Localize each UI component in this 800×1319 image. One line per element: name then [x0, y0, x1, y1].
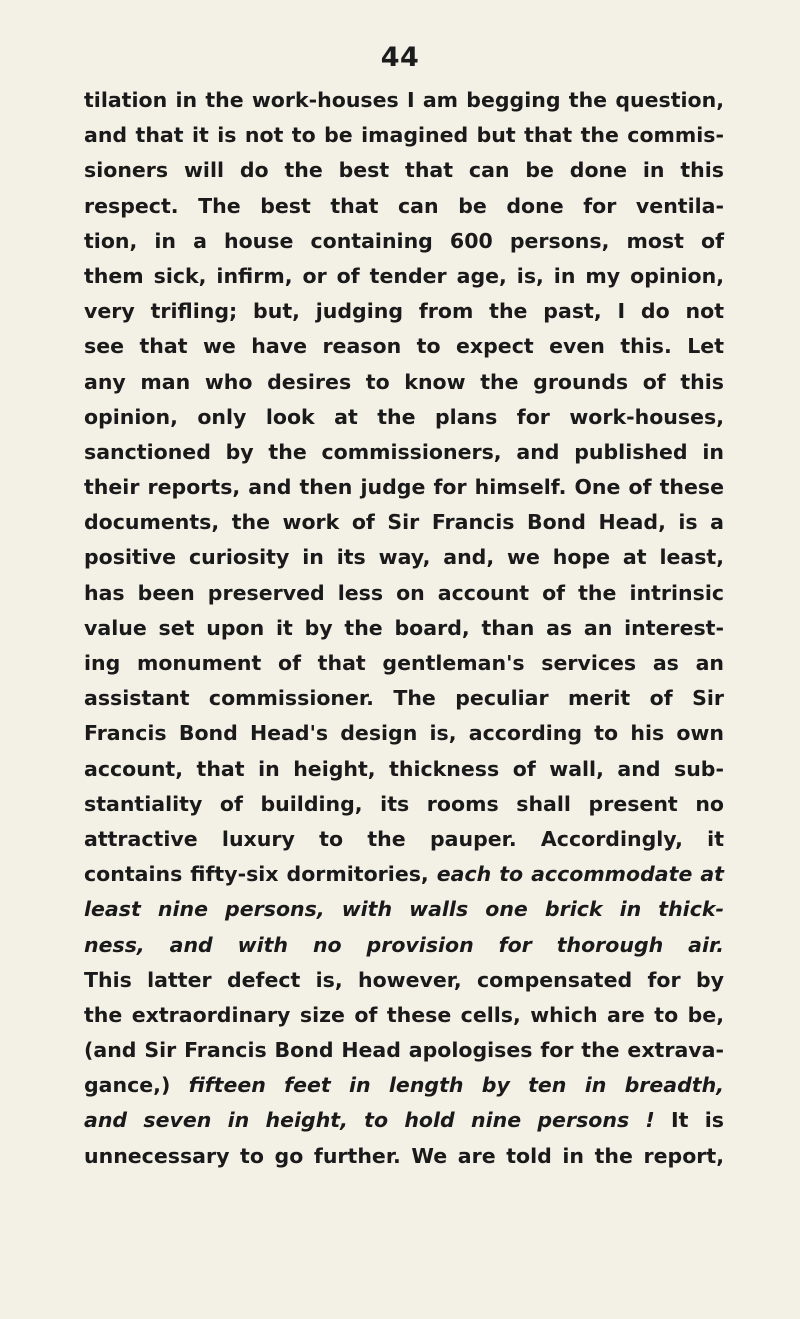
- text-run: has been preserved less on account of the intrinsic: [84, 580, 724, 605]
- text-line: [84, 1068, 724, 1103]
- italic-text-run: least nine persons, with walls one brick in thick-: [84, 897, 724, 922]
- text-run: Francis Bond Head's design is, according to his own: [84, 721, 724, 746]
- text-line: [84, 435, 724, 470]
- text-run: ing monument of that gentleman's services as an: [84, 651, 724, 675]
- text-line: [84, 189, 724, 224]
- text-run: (and Sir Francis Bond Head apologises for the extrava-: [84, 1038, 724, 1063]
- text-line: [84, 1139, 724, 1174]
- text-run: and that it is not to be imagined but that the commis-: [84, 123, 724, 148]
- text-line: [84, 998, 724, 1033]
- text-run: tion, in a house containing 600 persons, most of: [84, 228, 724, 253]
- text-run: them sick, infirm, or of tender age, is, in my opinion,: [84, 263, 724, 288]
- text-line: [84, 681, 724, 716]
- text-run: contains fifty-six dormitories,: [84, 862, 437, 887]
- text-line: [84, 540, 724, 575]
- text-run: tilation in the work-houses I am begging the question,: [84, 88, 724, 112]
- text-line: [84, 365, 724, 400]
- text-line: [84, 83, 724, 118]
- text-run: positive curiosity in its way, and, we hope at least,: [84, 545, 724, 570]
- text-line: [84, 963, 724, 998]
- text-line: [84, 153, 724, 188]
- text-run: respect. The best that can be done for ventila-: [84, 193, 724, 218]
- italic-text-run: each to accommodate at: [436, 862, 724, 887]
- text-line: [84, 576, 724, 611]
- italic-text-run: fifteen feet in length by ten in breadth,: [188, 1073, 724, 1098]
- text-run: attractive luxury to the pauper. Accordingly, it: [84, 826, 724, 851]
- text-run: the extraordinary size of these cells, which are to be,: [84, 1002, 724, 1027]
- text-line: [84, 716, 724, 751]
- text-run: This latter defect is, however, compensated for by: [84, 967, 724, 992]
- text-run: opinion, only look at the plans for work-houses,: [84, 404, 724, 429]
- text-run: sanctioned by the commissioners, and published in: [84, 439, 724, 464]
- text-line: [84, 1033, 724, 1068]
- text-line: [84, 329, 724, 364]
- text-run: value set upon it by the board, than as an interest-: [84, 615, 724, 640]
- text-line: [84, 787, 724, 822]
- text-line: [84, 822, 724, 857]
- text-run: unnecessary to go further. We are told in the report,: [84, 1143, 724, 1168]
- text-run: assistant commissioner. The peculiar merit of Sir: [84, 686, 724, 711]
- text-line: [84, 400, 724, 435]
- text-line: [84, 224, 724, 259]
- text-line: [84, 928, 724, 963]
- text-line: [84, 259, 724, 294]
- italic-text-run: ness, and with no provision for thorough air.: [84, 932, 724, 957]
- text-run: their reports, and then judge for himself. One of these: [84, 475, 724, 500]
- text-run: stantiality of building, its rooms shall present no: [84, 791, 724, 816]
- body-text: [84, 83, 724, 1174]
- text-run: gance,): [84, 1073, 189, 1098]
- text-run: It is: [654, 1108, 724, 1133]
- text-line: [84, 505, 724, 540]
- text-line: [84, 294, 724, 329]
- text-line: [84, 1103, 724, 1138]
- text-line: [84, 118, 724, 153]
- text-line: [84, 646, 724, 681]
- text-run: documents, the work of Sir Francis Bond Head, is a: [84, 510, 724, 535]
- text-line: [84, 752, 724, 787]
- text-run: any man who desires to know the grounds of this: [84, 369, 724, 394]
- text-run: account, that in height, thickness of wall, and sub-: [84, 756, 724, 781]
- text-line: [84, 892, 724, 927]
- page-number: 44: [380, 42, 420, 73]
- text-run: see that we have reason to expect even this. Let: [84, 334, 724, 359]
- text-line: [84, 470, 724, 505]
- text-run: very trifling; but, judging from the past, I do not: [84, 299, 724, 324]
- text-line: [84, 611, 724, 646]
- text-run: sioners will do the best that can be done in this: [84, 158, 724, 183]
- italic-text-run: and seven in height, to hold nine persons !: [84, 1108, 655, 1133]
- text-line: [84, 857, 724, 892]
